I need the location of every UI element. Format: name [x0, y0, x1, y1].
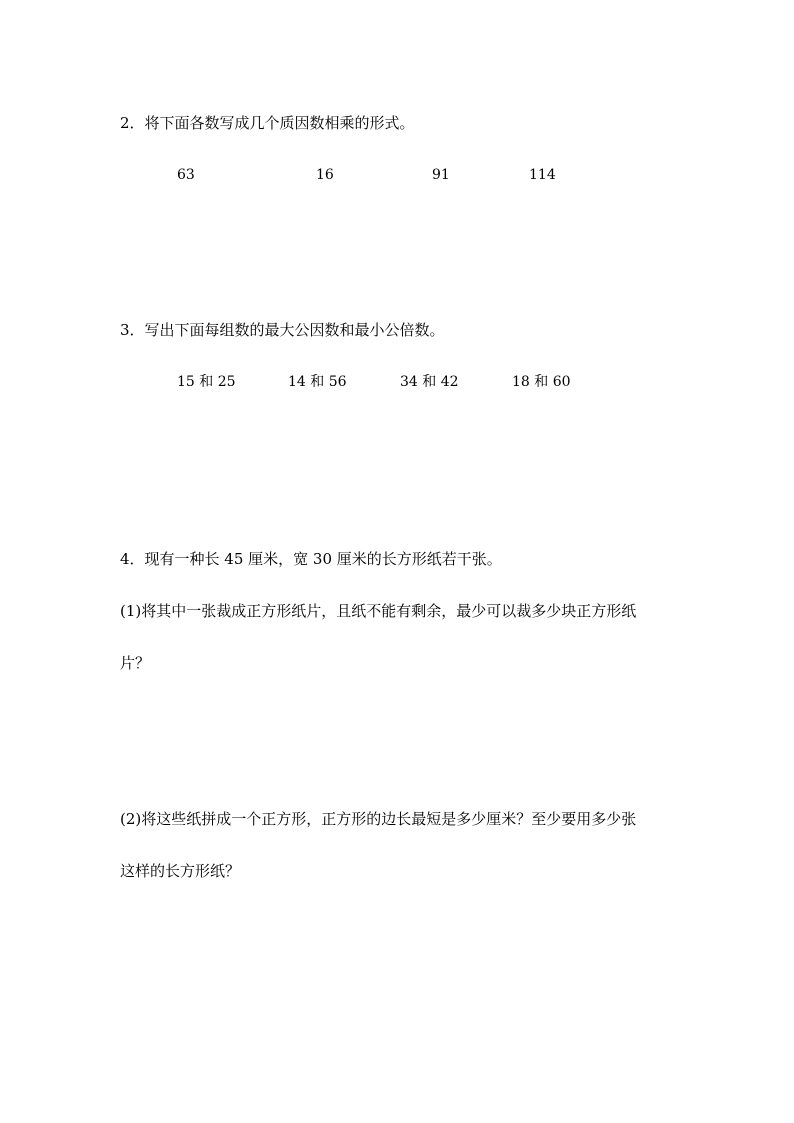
- q3-pair-3: 34 和 42: [400, 374, 459, 390]
- q2-number-1: 63: [177, 167, 195, 183]
- q2-number-2: 16: [316, 167, 334, 183]
- q3-pair-1: 15 和 25: [177, 374, 236, 390]
- question-2-prompt: 2．将下面各数写成几个质因数相乘的形式。: [120, 114, 415, 132]
- q4-part-2-line-1: (2)将这些纸拼成一个正方形，正方形的边长最短是多少厘米？至少要用多少张: [120, 810, 637, 828]
- question-3-prompt: 3．写出下面每组数的最大公因数和最小公倍数。: [120, 321, 445, 339]
- q3-pair-4: 18 和 60: [512, 374, 571, 390]
- q2-number-3: 91: [432, 167, 450, 183]
- q2-number-4: 114: [529, 167, 556, 183]
- q4-part-2-line-2: 这样的长方形纸？: [120, 862, 241, 880]
- q4-part-1-line-2: 片？: [120, 654, 151, 672]
- q4-part-1-line-1: (1)将其中一张裁成正方形纸片，且纸不能有剩余，最少可以裁多少块正方形纸: [120, 602, 637, 620]
- question-4-prompt: 4．现有一种长 45 厘米，宽 30 厘米的长方形纸若干张。: [120, 550, 502, 568]
- q3-pair-2: 14 和 56: [288, 374, 347, 390]
